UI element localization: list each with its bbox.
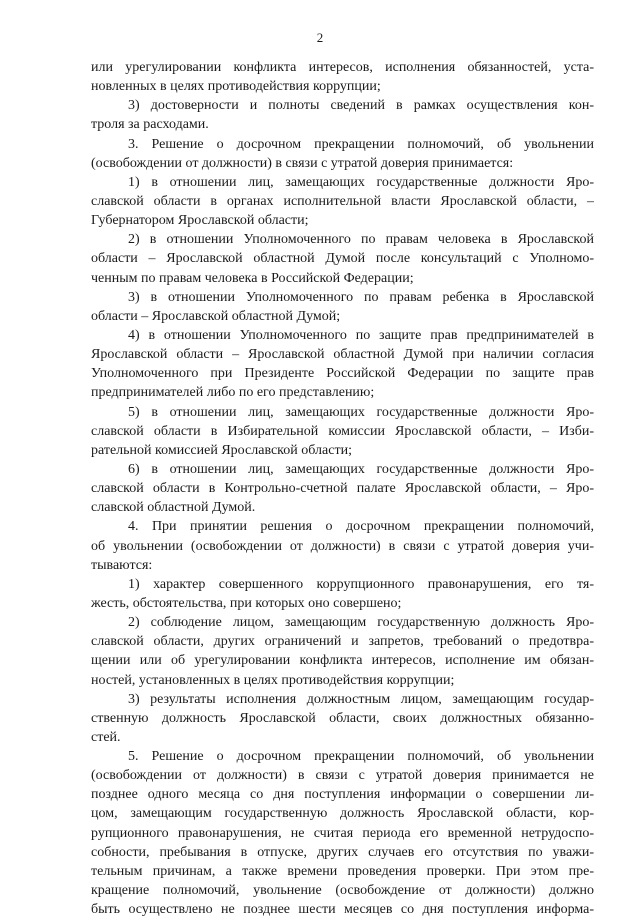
text-line: 3) результаты исполнения должностным лицом, замещающим государ- (128, 691, 594, 707)
text-line: области – Ярославской областной Думой после консультаций с Уполномо- (91, 251, 594, 267)
text-line: тельным причинам, а также времени проведения проверки. При этом пре- (91, 863, 594, 879)
text-line: позднее одного месяца со дня поступления информации о совершении ли- (91, 787, 594, 803)
text-line: щении или об урегулировании конфликта интересов, исполнение им обязан- (91, 653, 594, 669)
text-line: 3) достоверности и полноты сведений в рамках осуществления кон- (128, 98, 594, 114)
text-line: Уполномоченного при Президенте Российской Федерации по защите прав (91, 366, 594, 382)
text-line: 1) в отношении лиц, замещающих государственные должности Яро- (128, 174, 594, 190)
text-line: (освобождении от должности) в связи с утратой доверия принимается: (91, 155, 514, 171)
text-line: ностей, установленных в целях противодействия коррупции; (91, 672, 455, 688)
text-line: рательной комиссией Ярославской области; (91, 442, 352, 458)
text-line: ственную должность Ярославской области, своих должностных обязанно- (91, 710, 594, 726)
document-body (91, 58, 594, 919)
text-line: собности, пребывания в отпуске, других случаев его отсутствия по уважи- (91, 844, 594, 860)
text-line: Ярославской области – Ярославской областной Думой при наличии согласия (91, 347, 594, 363)
text-line: 4) в отношении Уполномоченного по защите прав предпринимателей в (128, 327, 594, 343)
text-line: славской области в органах исполнительной власти Ярославской области, – (91, 193, 594, 209)
page-number: 2 (316, 30, 324, 45)
text-line: тываются: (91, 557, 153, 573)
text-line: 2) в отношении Уполномоченного по правам человека в Ярославской (128, 232, 594, 248)
text-line: предпринимателей либо по его представлению; (91, 385, 375, 401)
text-line: или урегулировании конфликта интересов, исполнения обязанностей, уста- (91, 60, 594, 75)
text-line: 2) соблюдение лицом, замещающим государственную должность Яро- (128, 615, 594, 631)
text-line: цом, замещающим государственную должность Ярославской области, кор- (91, 806, 594, 822)
text-line: ченным по правам человека в Российской Федерации; (91, 270, 414, 286)
text-line: стей. (91, 729, 121, 745)
text-line: славской областной Думой. (91, 500, 256, 516)
text-line: славской области в Контрольно-счетной палате Ярославской области, – Яро- (91, 481, 594, 497)
text-line: славской области, других ограничений и запретов, требований о предотвра- (91, 634, 594, 650)
text-line: области – Ярославской областной Думой; (91, 308, 341, 324)
text-line: троля за расходами. (91, 117, 209, 133)
text-line: 3. Решение о досрочном прекращении полномочий, об увольнении (128, 136, 594, 152)
text-line: новленных в целях противодействия коррупции; (91, 79, 381, 95)
text-line: 6) в отношении лиц, замещающих государственные должности Яро- (128, 461, 594, 477)
text-line: 5. Решение о досрочном прекращении полномочий, об увольнении (128, 749, 594, 765)
text-line: (освобождении от должности) в связи с утратой доверия принимается не (91, 768, 594, 784)
text-line: славской области в Избирательной комиссии Ярославской области, – Изби- (91, 423, 594, 439)
text-line: жесть, обстоятельства, при которых оно совершено; (91, 595, 402, 611)
text-line: рупционного правонарушения, не считая периода его временной нетрудоспо- (91, 825, 594, 841)
text-line: об увольнении (освобождении от должности) в связи с утратой доверия учи- (91, 538, 594, 554)
text-line: 3) в отношении Уполномоченного по правам ребенка в Ярославской (128, 289, 594, 305)
text-line: Губернатором Ярославской области; (91, 213, 309, 229)
text-line: 4. При принятии решения о досрочном прекращении полномочий, (128, 519, 594, 535)
text-line: кращение полномочий, увольнение (освобождение от должности) должно (91, 883, 594, 899)
text-line: 1) характер совершенного коррупционного правонарушения, его тя- (128, 576, 594, 592)
text-line: быть осуществлено не позднее шести месяцев со дня поступления информа- (91, 902, 594, 918)
text-line: 5) в отношении лиц, замещающих государственные должности Яро- (128, 404, 594, 420)
